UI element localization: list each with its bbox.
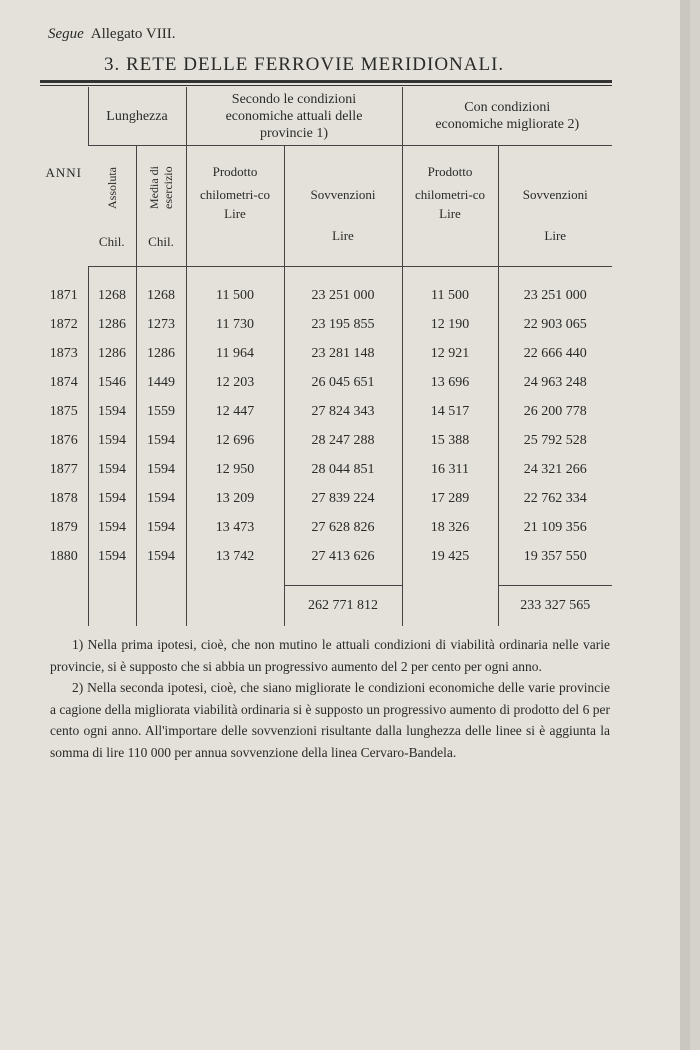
cell-prod1: 12 203 (186, 368, 284, 397)
cell-sov2: 24 321 266 (498, 455, 612, 484)
cell-media: 1594 (136, 455, 186, 484)
cell-assoluta: 1286 (88, 339, 136, 368)
data-table (40, 87, 612, 626)
cell-media: 1268 (136, 281, 186, 310)
cell-prod1: 13 742 (186, 542, 284, 571)
unit-chil: Chil. (148, 234, 174, 249)
cell-anno: 1874 (49, 374, 78, 390)
empty-cell (402, 586, 498, 627)
sovvenzioni-label: Sovvenzioni (522, 187, 588, 202)
table-row (40, 426, 612, 455)
header-assoluta (88, 146, 136, 267)
cell-prod2: 18 326 (402, 513, 498, 542)
cell-prod1: 13 473 (186, 513, 284, 542)
cell-prod2: 14 517 (402, 397, 498, 426)
table-row (40, 339, 612, 368)
assoluta-label: Assoluta (104, 167, 119, 209)
cell-prod2: 17 289 (402, 484, 498, 513)
unit-lire: Lire (544, 228, 567, 243)
header-sovvenzioni-1 (284, 146, 402, 267)
cell-assoluta: 1594 (88, 542, 136, 571)
page-header (48, 26, 175, 43)
table-row (40, 310, 612, 339)
cell-prod1: 11 730 (186, 310, 284, 339)
cell-sov2: 22 762 334 (498, 484, 612, 513)
cell-media: 1594 (136, 426, 186, 455)
cell-prod1: 13 209 (186, 484, 284, 513)
header-migliorate: Con condizioni economiche migliorate 2) (402, 87, 612, 146)
cell-sov1: 27 628 826 (284, 513, 402, 542)
table-row (40, 513, 612, 542)
cell-prod2: 15 388 (402, 426, 498, 455)
page-edge (680, 0, 690, 1050)
cell-media: 1449 (136, 368, 186, 397)
table-row (40, 368, 612, 397)
cell-sov1: 27 413 626 (284, 542, 402, 571)
cell-anno: 1871 (49, 287, 78, 303)
cell-sov2: 19 357 550 (498, 542, 612, 571)
header-secondo: Secondo le condizioni economiche attuali delle provincie 1) (186, 87, 402, 146)
page-title: 3. RETE DELLE FERROVIE MERIDIONALI. (104, 54, 505, 75)
footnotes (50, 634, 610, 763)
table-row (40, 455, 612, 484)
cell-anno: 1873 (49, 345, 78, 361)
cell-sov2: 26 200 778 (498, 397, 612, 426)
cell-assoluta: 1594 (88, 484, 136, 513)
header-anni: ANNI (45, 165, 82, 180)
cell-sov1: 26 045 651 (284, 368, 402, 397)
cell-sov1: 23 251 000 (284, 281, 402, 310)
cell-prod2: 19 425 (402, 542, 498, 571)
cell-sov1: 23 281 148 (284, 339, 402, 368)
cell-assoluta: 1546 (88, 368, 136, 397)
title-rule-thin (40, 85, 612, 86)
cell-media: 1594 (136, 542, 186, 571)
header-media (136, 146, 186, 267)
prodotto-label: Prodotto chilometri-co (199, 164, 271, 202)
cell-prod2: 13 696 (402, 368, 498, 397)
unit-lire: Lire (439, 206, 461, 221)
cell-prod1: 11 964 (186, 339, 284, 368)
cell-media: 1286 (136, 339, 186, 368)
cell-prod1: 11 500 (186, 281, 284, 310)
header-prodotto-2 (402, 146, 498, 267)
cell-sov2: 22 903 065 (498, 310, 612, 339)
table-row (40, 397, 612, 426)
footnote-2: 2) Nella seconda ipotesi, cioè, che siano migliorate le condizioni economiche delle varie provincie a cagione della migliorata viabilità ordinaria si è supposto un progressivo aumento di prodotto del 6 per cento ogni anno. All'importare delle sovvenzioni risultante dalla lunghezza delle linee si è aggiunta la somma di lire 110 000 per annua sovvenzione della linea Cervaro-Bandela. (50, 680, 610, 760)
cell-assoluta: 1594 (88, 426, 136, 455)
totals-row (40, 586, 612, 627)
table-row (40, 542, 612, 571)
cell-assoluta: 1286 (88, 310, 136, 339)
table-row (40, 484, 612, 513)
cell-sov1: 28 044 851 (284, 455, 402, 484)
cell-prod2: 16 311 (402, 455, 498, 484)
sovvenzioni-label: Sovvenzioni (310, 187, 376, 202)
cell-sov2: 24 963 248 (498, 368, 612, 397)
cell-assoluta: 1594 (88, 455, 136, 484)
cell-media: 1273 (136, 310, 186, 339)
cell-sov1: 27 839 224 (284, 484, 402, 513)
cell-sov2: 25 792 528 (498, 426, 612, 455)
cell-assoluta: 1594 (88, 397, 136, 426)
cell-anno: 1877 (49, 461, 78, 477)
cell-anno: 1872 (49, 316, 78, 332)
cell-prod2: 12 921 (402, 339, 498, 368)
table-row (40, 281, 612, 310)
cell-assoluta: 1268 (88, 281, 136, 310)
header-prodotto-1 (186, 146, 284, 267)
header-sovvenzioni-2 (498, 146, 612, 267)
cell-anno: 1875 (49, 403, 78, 419)
cell-anno: 1880 (49, 548, 78, 564)
cell-media: 1594 (136, 513, 186, 542)
empty-cell (136, 586, 186, 627)
cell-prod2: 11 500 (402, 281, 498, 310)
cell-sov2: 21 109 356 (498, 513, 612, 542)
cell-sov2: 22 666 440 (498, 339, 612, 368)
header-prefix: Segue (48, 26, 84, 42)
empty-cell (88, 586, 136, 627)
prodotto-label: Prodotto chilometri-co (414, 164, 486, 202)
empty-cell (186, 586, 284, 627)
total-sovvenzioni-1: 262 771 812 (284, 586, 402, 627)
footnote-1: 1) Nella prima ipotesi, cioè, che non mutino le attuali condizioni di viabilità ordinaria nelle varie provincie, si è supposto che si abbia un progressivo aumento del 2 per cento per ogni anno. (50, 637, 610, 674)
cell-sov1: 28 247 288 (284, 426, 402, 455)
cell-sov1: 23 195 855 (284, 310, 402, 339)
unit-lire: Lire (224, 206, 246, 221)
header-lunghezza: Lunghezza (88, 87, 186, 146)
cell-media: 1594 (136, 484, 186, 513)
cell-prod1: 12 447 (186, 397, 284, 426)
cell-anno: 1879 (49, 519, 78, 535)
media-label: Media di esercizio (147, 166, 175, 210)
cell-prod1: 12 950 (186, 455, 284, 484)
cell-prod2: 12 190 (402, 310, 498, 339)
title-rule (40, 80, 612, 83)
cell-sov1: 27 824 343 (284, 397, 402, 426)
unit-lire: Lire (332, 228, 354, 243)
cell-prod1: 12 696 (186, 426, 284, 455)
cell-anno: 1876 (49, 432, 78, 448)
unit-chil: Chil. (98, 234, 125, 249)
cell-media: 1559 (136, 397, 186, 426)
header-label: Allegato VIII. (90, 26, 176, 42)
cell-anno: 1878 (49, 490, 78, 506)
empty-cell (40, 586, 88, 627)
cell-assoluta: 1594 (88, 513, 136, 542)
cell-sov2: 23 251 000 (498, 281, 612, 310)
total-sovvenzioni-2: 233 327 565 (498, 586, 612, 627)
